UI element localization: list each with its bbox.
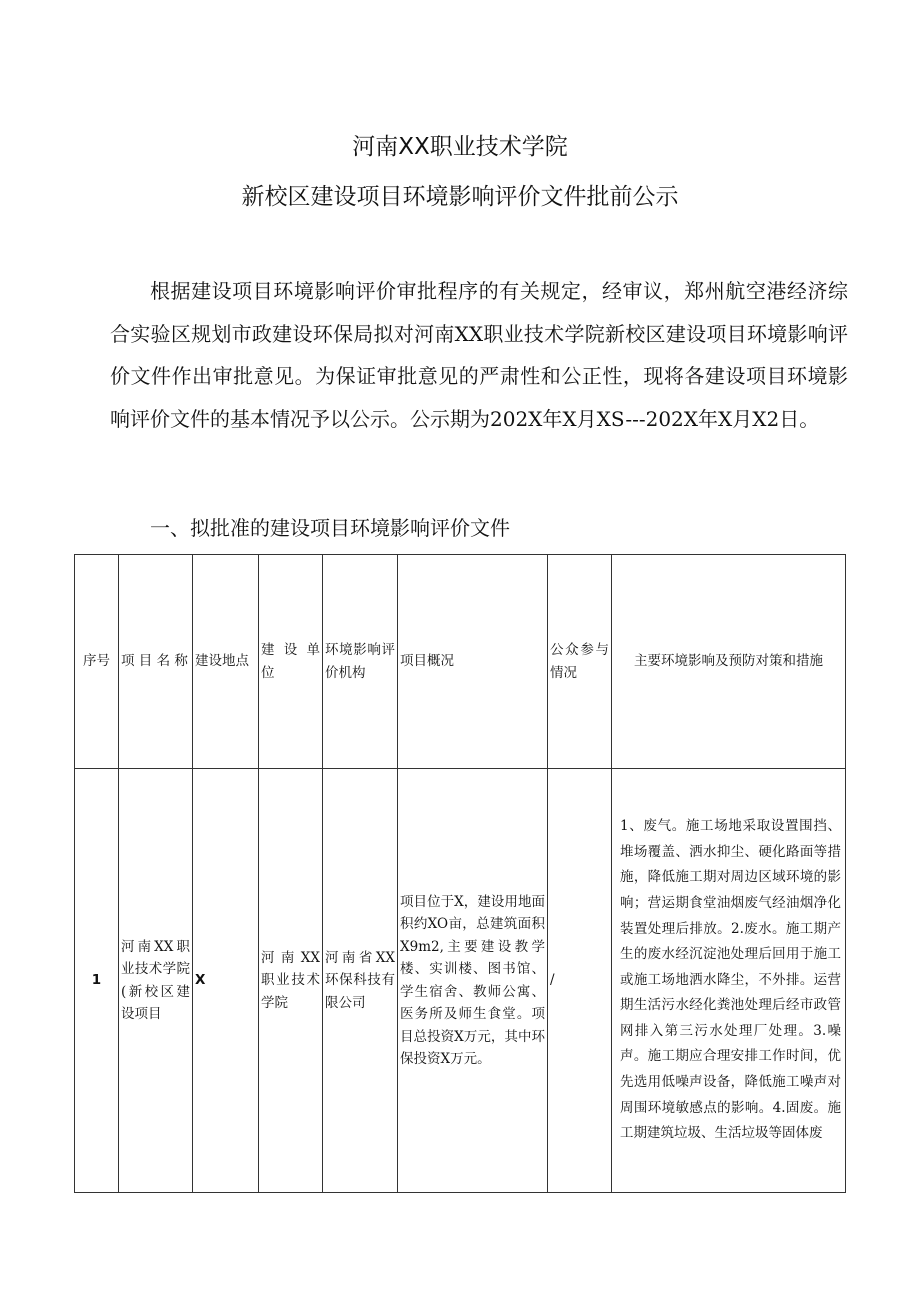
header-project-name: 项 目 名 称 bbox=[119, 555, 193, 769]
document-title-line2: 新校区建设项目环境影响评价文件批前公示 bbox=[241, 184, 679, 210]
header-seq: 序号 bbox=[75, 555, 119, 769]
document-title-line1: 河南XX职业技术学院 bbox=[352, 134, 568, 160]
section-heading: 一、拟批准的建设项目环境影响评价文件 bbox=[150, 516, 510, 540]
intro-paragraph bbox=[110, 270, 848, 440]
intro-text: 根据建设项目环境影响评价审批程序的有关规定，经审议，郑州航空港经济综合实验区规划市政建设环保局拟对河南XX职业技术学院新校区建设项目环境影响评价文件作出审批意见。为保证审批意见的严肃性和公正性，现将各建设项目环境影响评价文件的基本情况予以公示。公示期为202X年X月XS---202X年X月X2日。 bbox=[110, 279, 848, 431]
cell-measures: 1、废气。施工场地采取设置围挡、堆场覆盖、洒水抑尘、硬化路面等措施，降低施工期对周边区域环境的影响；营运期食堂油烟废气经油烟净化装置处理后排放。2.废水。施工期产生的废水经沉淀池处理后回用于施工或施工场地洒水降尘，不外排。运营期生活污水经化粪池处理后经市政管网排入第三污水处理厂处理。3.噪声。施工期应合理安排工作时间，优先选用低噪声设备，降低施工噪声对周围环境敏感点的影响。4.固废。施工期建筑垃圾、生活垃圾等固体废 bbox=[612, 769, 846, 1193]
header-overview: 项目概况 bbox=[398, 555, 548, 769]
table-row bbox=[75, 769, 846, 1193]
eia-table bbox=[74, 554, 846, 1193]
header-public: 公众参与情况 bbox=[548, 555, 612, 769]
cell-project-name: 河南XX职业技术学院(新校区建设项目 bbox=[119, 769, 193, 1193]
cell-public: / bbox=[548, 769, 612, 1193]
header-location: 建设地点 bbox=[193, 555, 259, 769]
header-unit: 建 设 单 位 bbox=[259, 555, 323, 769]
header-measures: 主要环境影响及预防对策和措施 bbox=[612, 555, 846, 769]
header-eia-agency: 环境影响评价机构 bbox=[323, 555, 398, 769]
cell-location: X bbox=[193, 769, 259, 1193]
cell-eia-agency: 河南省XX环保科技有限公司 bbox=[323, 769, 398, 1193]
table-header-row bbox=[75, 555, 846, 769]
cell-overview: 项目位于X，建设用地面积约XO亩，总建筑面积X9m2,主要建设教学楼、实训楼、图书馆、学生宿舍、教师公寓、医务所及师生食堂。项目总投资X万元，其中环保投资X万元。 bbox=[398, 769, 548, 1193]
cell-seq: 1 bbox=[75, 769, 119, 1193]
cell-unit: 河南XX职业技术学院 bbox=[259, 769, 323, 1193]
